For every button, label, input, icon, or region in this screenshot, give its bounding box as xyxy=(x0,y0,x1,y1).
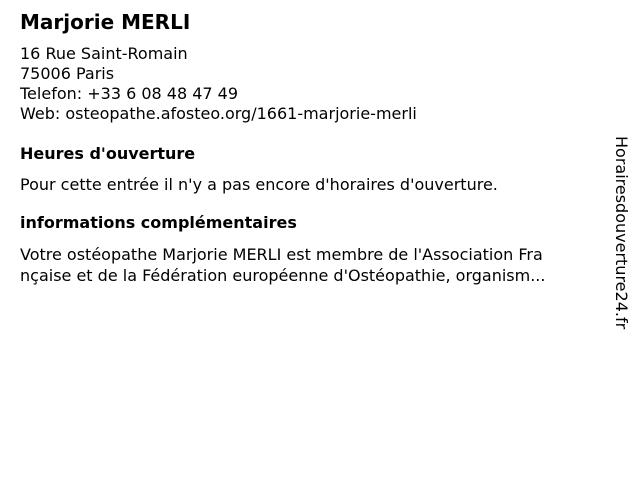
website-link[interactable]: Web: osteopathe.afosteo.org/1661-marjorie-merli xyxy=(20,104,417,123)
additional-info-text xyxy=(20,244,545,286)
additional-info-heading: informations complémentaires xyxy=(20,213,297,232)
opening-hours-text: Pour cette entrée il n'y a pas encore d'horaires d'ouverture. xyxy=(20,175,498,194)
site-brand-vertical: Horairesdouverture24.fr xyxy=(612,136,631,330)
additional-info-line: Votre ostéopathe Marjorie MERLI est membre de l'Association Fra xyxy=(20,245,543,264)
additional-info-line: nçaise et de la Fédération européenne d'Ostéopathie, organism... xyxy=(20,266,546,285)
street-address: 16 Rue Saint-Romain xyxy=(20,44,188,63)
address-block xyxy=(20,44,417,124)
listing-name: Marjorie MERLI xyxy=(20,10,191,34)
city-postal: 75006 Paris xyxy=(20,64,115,83)
opening-hours-heading: Heures d'ouverture xyxy=(20,144,196,163)
phone-number[interactable]: Telefon: +33 6 08 48 47 49 xyxy=(20,84,239,103)
